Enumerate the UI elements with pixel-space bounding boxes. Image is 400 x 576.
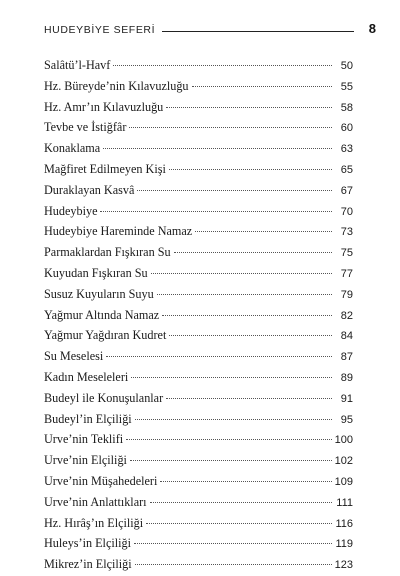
toc-entry-page: 82 — [340, 309, 353, 322]
page-number: 8 — [368, 21, 376, 36]
toc-entry — [44, 388, 353, 409]
running-title: HUDEYBİYE SEFERİ — [44, 24, 156, 36]
toc-entry-title: Konaklama — [44, 141, 101, 156]
dot-leader — [150, 502, 332, 503]
dot-leader — [146, 523, 332, 524]
dot-leader — [113, 65, 332, 66]
toc-entry-page: 50 — [340, 60, 353, 72]
toc-entry — [44, 325, 353, 346]
toc-entry — [44, 201, 353, 222]
toc-entry-page: 58 — [340, 101, 353, 114]
toc-entry — [44, 513, 353, 534]
toc-entry — [44, 450, 353, 471]
header-rule — [162, 31, 354, 32]
dot-leader — [130, 460, 332, 461]
dot-leader — [131, 377, 332, 378]
toc-entry-title: Mağfiret Edilmeyen Kişi — [44, 161, 166, 176]
toc-entry-title: Huleys’in Elçiliği — [44, 536, 131, 551]
toc-entry-page: 65 — [340, 163, 353, 176]
toc-entry-page: 84 — [340, 330, 353, 343]
dot-leader — [195, 231, 332, 232]
toc-entry — [44, 471, 353, 492]
toc-entry — [44, 159, 353, 180]
toc-entry — [44, 180, 353, 201]
toc-entry-title: Urve’nin Anlattıkları — [44, 494, 147, 509]
toc-entry-title: Parmaklardan Fışkıran Su — [44, 245, 171, 260]
toc-entry — [44, 367, 353, 388]
dot-leader — [135, 419, 332, 420]
running-header — [44, 20, 376, 42]
toc-entry-page: 60 — [340, 122, 353, 135]
dot-leader — [135, 564, 332, 565]
toc-entry — [44, 117, 353, 138]
dot-leader — [100, 211, 332, 212]
toc-entry — [44, 533, 353, 554]
toc-entry-title: Mikrez’in Elçiliği — [44, 557, 132, 572]
toc-entry-page: 55 — [340, 80, 353, 93]
dot-leader — [174, 252, 332, 253]
toc-entry-page: 77 — [340, 267, 353, 280]
toc-entry-title: Hudeybiye Hareminde Namaz — [44, 224, 193, 239]
toc-entry — [44, 346, 353, 367]
toc-entry-page: 111 — [336, 496, 353, 509]
dot-leader — [137, 190, 332, 191]
toc-entry — [44, 284, 353, 305]
toc-entry — [44, 138, 353, 159]
toc-entry-title: Urve’nin Müşahedeleri — [44, 473, 158, 488]
toc-entry — [44, 55, 353, 76]
toc-entry-title: Kuyudan Fışkıran Su — [44, 265, 148, 280]
toc-entry-page: 100 — [334, 434, 353, 447]
toc-entry-title: Hz. Hırâş’ın Elçiliği — [44, 515, 144, 530]
toc-entry-page: 73 — [340, 226, 353, 239]
dot-leader — [157, 294, 332, 295]
toc-entry-page: 70 — [340, 205, 353, 218]
toc-entry — [44, 263, 353, 284]
toc-entry — [44, 221, 353, 242]
toc-entry-title: Budeyl ile Konuşulanlar — [44, 390, 164, 405]
toc-entry-page: 75 — [340, 247, 353, 260]
toc-entry-page: 67 — [340, 184, 353, 197]
toc-entry — [44, 97, 353, 118]
toc-entry-title: Duraklayan Kasvâ — [44, 182, 135, 197]
toc-entry — [44, 554, 353, 575]
dot-leader — [162, 315, 332, 316]
dot-leader — [106, 356, 332, 357]
toc-entry-title: Su Meselesi — [44, 349, 104, 364]
dot-leader — [166, 107, 332, 108]
toc-entry-page: 91 — [340, 392, 353, 405]
toc-entry — [44, 409, 353, 430]
toc-entry-title: Salâtü’l-Havf — [44, 58, 111, 72]
toc-entry-title: Susuz Kuyuların Suyu — [44, 286, 154, 301]
toc-entry — [44, 429, 353, 450]
toc-entry-title: Hz. Amr’ın Kılavuzluğu — [44, 99, 164, 114]
toc-entry — [44, 305, 353, 326]
toc-entry — [44, 492, 353, 513]
toc-entry-page: 89 — [340, 371, 353, 384]
toc-entry-page: 63 — [340, 143, 353, 156]
dot-leader — [126, 439, 332, 440]
toc-entry-title: Hudeybiye — [44, 203, 98, 218]
dot-leader — [151, 273, 332, 274]
toc-entry-title: Yağmur Altında Namaz — [44, 307, 160, 322]
toc-entry-title: Urve’nin Teklifi — [44, 432, 124, 447]
dot-leader — [129, 127, 332, 128]
toc-entry-page: 95 — [340, 413, 353, 426]
toc-entry-page: 109 — [334, 475, 353, 488]
dot-leader — [103, 148, 332, 149]
dot-leader — [134, 543, 332, 544]
dot-leader — [160, 481, 331, 482]
toc-entry-title: Kadın Meseleleri — [44, 369, 129, 384]
toc-entry-page: 79 — [340, 288, 353, 301]
toc-entry-page: 116 — [335, 517, 353, 530]
toc-entry — [44, 76, 353, 97]
dot-leader — [169, 169, 332, 170]
toc-entry-title: Budeyl’in Elçiliği — [44, 411, 132, 426]
toc-entry-title: Yağmur Yağdıran Kudret — [44, 328, 167, 343]
toc-entry-page: 119 — [335, 538, 353, 551]
toc-entry-title: Urve’nin Elçiliği — [44, 453, 127, 468]
toc-entry-page: 87 — [340, 351, 353, 364]
toc-entry-title: Hz. Büreyde’nin Kılavuzluğu — [44, 78, 189, 93]
toc-entry — [44, 242, 353, 263]
toc-entry-page: 123 — [334, 559, 353, 572]
toc-entry-title: Tevbe ve İstiğfâr — [44, 120, 127, 135]
table-of-contents — [44, 55, 353, 575]
dot-leader — [169, 335, 332, 336]
toc-entry-page: 102 — [334, 455, 353, 468]
dot-leader — [192, 86, 332, 87]
dot-leader — [166, 398, 332, 399]
